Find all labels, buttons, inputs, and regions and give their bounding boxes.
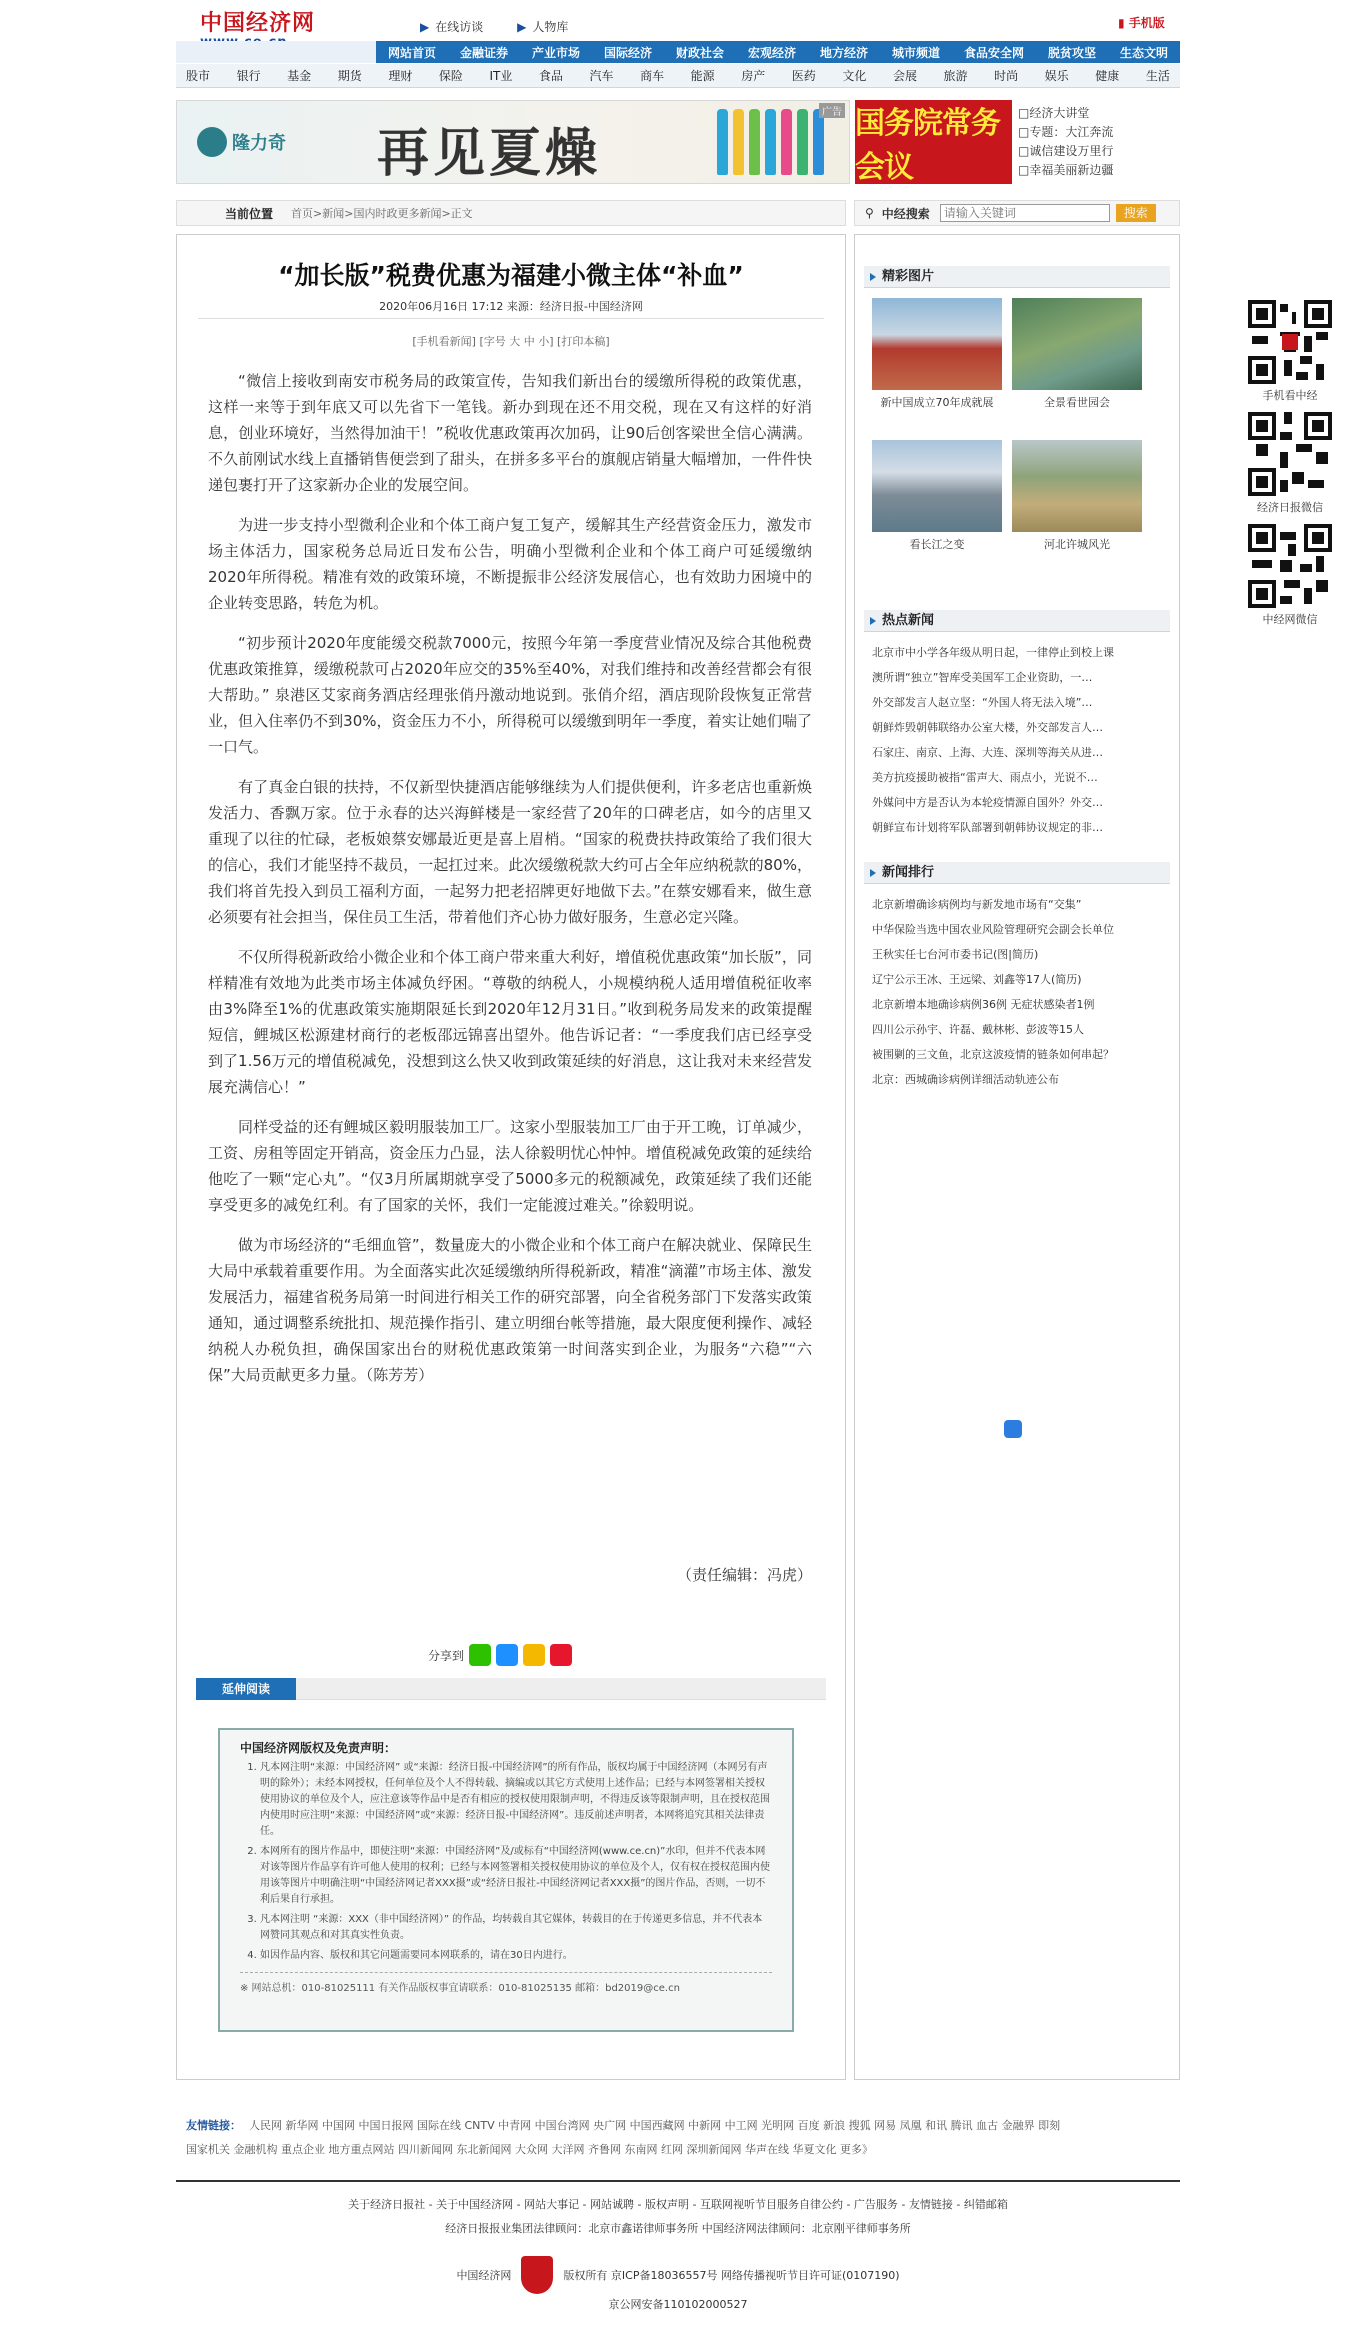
friend-links	[186, 2114, 1166, 2162]
ad-tag: 广告	[819, 103, 845, 118]
qr-code-icon	[1248, 300, 1332, 384]
float-widget-icon[interactable]	[1004, 1420, 1022, 1438]
search-label: 中经搜索	[881, 206, 930, 221]
side-link[interactable]: □经济大讲堂	[1018, 106, 1090, 120]
ranking-item[interactable]: 四川公示孙宇、许磊、戴林彬、彭波等15人	[872, 1023, 1084, 1036]
hot-news-item[interactable]: 美方抗疫援助被指“雷声大、雨点小，光说不…	[872, 771, 1098, 784]
article-body	[208, 368, 812, 1402]
logo-cn: 中国经济网	[200, 10, 316, 36]
nav-item[interactable]: 金融证券	[459, 45, 508, 60]
ranking-item[interactable]: 北京：西城确诊病例详细活动轨迹公布	[872, 1073, 1059, 1086]
subnav-item[interactable]: 股市	[186, 69, 211, 83]
friend-links-row[interactable]: 人民网 新华网 中国网 中国日报网 国际在线 CNTV 中青网 中国台湾网 央广网 中国西藏网 中新网 中工网 光明网 百度 新浪 搜狐 网易 凤凰 和讯 腾讯 血古 金融界 即刻	[249, 2119, 1061, 2132]
qr-label: 中经网微信	[1262, 613, 1318, 626]
photo-card[interactable]	[872, 298, 1002, 410]
hot-news-item[interactable]: 外媒问中方是否认为本轮疫情源自国外？外交…	[872, 796, 1103, 809]
extended-reading-bar	[196, 1678, 826, 1700]
subnav-item[interactable]: 旅游	[943, 69, 968, 83]
photo-hebei-image	[1012, 440, 1142, 532]
footer-license: 版权所有 京ICP备18036557号 网络传播视听节目许可证(0107190)	[563, 2269, 900, 2282]
share-bar	[428, 1644, 572, 1666]
hot-news-item[interactable]: 外交部发言人赵立坚：“外国人将无法入境”…	[872, 696, 1093, 709]
subnav-item[interactable]: 会展	[892, 69, 917, 83]
ad-banner[interactable]	[176, 100, 850, 184]
subnav-item[interactable]: 银行	[236, 69, 261, 83]
ranking-item[interactable]: 中华保险当选中国农业风险管理研究会副会长单位	[872, 923, 1114, 936]
subnav-item[interactable]: IT业	[489, 69, 513, 83]
subnav-item[interactable]: 汽车	[589, 69, 614, 83]
nav-item[interactable]: 生态文明	[1119, 45, 1168, 60]
copyright-disclaimer	[218, 1728, 794, 2032]
photo-caption: 河北许城风光	[1044, 538, 1110, 551]
ranking-item[interactable]: 辽宁公示王冰、王远梁、刘鑫等17人(简历)	[872, 973, 1082, 986]
mobile-version-link[interactable]: ▮ 手机版	[1118, 16, 1165, 30]
qr-code-icon	[1248, 412, 1332, 496]
search-input[interactable]	[940, 204, 1110, 222]
nav-item[interactable]: 宏观经济	[747, 45, 796, 60]
side-link[interactable]: □专题：大江奔流	[1018, 125, 1114, 139]
footer-divider	[176, 2180, 1180, 2182]
ad-slogan: 再见夏燥	[377, 123, 602, 184]
subnav-item[interactable]: 文化	[842, 69, 867, 83]
search-button[interactable]: 搜索	[1116, 204, 1156, 222]
nav-item[interactable]: 脱贫攻坚	[1047, 45, 1096, 60]
subnav-item[interactable]: 基金	[287, 69, 312, 83]
photo-yangtze-image	[872, 440, 1002, 532]
search-bar	[854, 200, 1180, 226]
nav-item[interactable]: 财政社会	[675, 45, 724, 60]
top-link-people[interactable]: ▶ 人物库	[517, 20, 569, 34]
share-label: 分享到	[428, 1648, 465, 1663]
subnav-item[interactable]: 健康	[1095, 69, 1120, 83]
ranking-item[interactable]: 被围剿的三文鱼，北京这波疫情的链条如何串起？	[872, 1048, 1114, 1061]
state-council-banner[interactable]: 国务院常务会议	[855, 100, 1012, 184]
disclaimer-contact: ※ 网站总机：010-81025111 有关作品版权事宜请联系：010-81025135 邮箱：bd2019@ce.cn	[240, 1972, 772, 1997]
ad-brand: 隆力奇	[232, 133, 286, 154]
top-link-interview[interactable]: ▶ 在线访谈	[420, 20, 484, 34]
police-badge-icon[interactable]	[521, 2256, 553, 2294]
article-title: “加长版”税费优惠为福建小微主体“补血”	[278, 261, 744, 290]
search-icon: ⚲	[865, 206, 874, 220]
hot-news-list	[872, 640, 1168, 840]
ranking-item[interactable]: 王秋实任七台河市委书记(图|简历)	[872, 948, 1039, 961]
nav-item[interactable]: 产业市场	[531, 45, 580, 60]
product-bottles-image	[717, 109, 829, 178]
qr-code-icon	[1248, 524, 1332, 608]
photo-caption: 全景看世园会	[1044, 396, 1110, 409]
breadcrumb-label: 当前位置	[225, 206, 274, 221]
top-links	[420, 18, 598, 35]
hot-news-header: 热点新闻	[864, 610, 1170, 632]
subnav-item[interactable]: 时尚	[994, 69, 1019, 83]
disclaimer-item: 2. 本网所有的图片作品中，即使注明“来源：中国经济网”及/或标有“中国经济网(www.ce.cn)”水印，但并不代表本网对该等图片作品享有许可他人使用的权利；已经与本网签署相关授权使用协议的单位及个人，仅有权在授权范围内使用该等图片中明确注明“中国经济网记者XXX摄”或“经济日报社-中国经济网记者XXX摄”的图片作品，否则，一切不利后果自行承担。	[260, 1844, 772, 1908]
responsible-editor: （责任编辑：冯虎）	[676, 1566, 812, 1584]
subnav-item[interactable]: 食品	[538, 69, 563, 83]
news-ranking-list	[872, 892, 1168, 1092]
ranking-item[interactable]: 北京新增确诊病例均与新发地市场有“交集”	[872, 898, 1082, 911]
footer-legal: 经济日报报业集团法律顾问：北京市鑫诺律师事务所 中国经济网法律顾问：北京刚平律师事务所	[445, 2222, 911, 2235]
subnav-item[interactable]: 生活	[1145, 69, 1170, 83]
disclaimer-title: 中国经济网版权及免责声明：	[240, 1741, 397, 1755]
divider	[198, 318, 824, 319]
article-paragraph: 有了真金白银的扶持，不仅新型快捷酒店能够继续为人们提供便利，许多老店也重新焕发活力、香飘万家。位于永春的达兴海鲜楼是一家经营了20年的口碑老店，如今的店里又重现了以往的忙碌，老板娘蔡安娜最近更是喜上眉梢。“国家的税费扶持政策给了我们很大的信心，我们才能坚持不裁员，一起扛过来。此次缓缴税款大约可占全年应纳税款的80%，我们将首先投入到员工福利方面，一起努力把老招牌更好地做下去。”在蔡安娜看来，做生意必须要有社会担当，保住员工生活，带着他们齐心协力做好服务，生意必定兴隆。	[208, 778, 812, 926]
breadcrumb-news[interactable]: 新闻	[322, 207, 345, 220]
qr-ce-wechat[interactable]	[1248, 524, 1332, 627]
brand-logo-icon	[197, 127, 227, 157]
article-meta: 2020年06月16日 17:12 来源：经济日报-中国经济网	[379, 300, 643, 313]
disclaimer-item: 1. 凡本网注明“来源：中国经济网” 或“来源：经济日报-中国经济网”的所有作品，版权均属于中国经济网（本网另有声明的除外）；未经本网授权，任何单位及个人不得转载、摘编或以其它方式使用上述作品；已经与本网签署相关授权使用协议的单位及个人，应注意该等作品中是否有相应的授权使用限制声明，不得违反该等限制声明，且在授权范围内使用时应注明“来源：中国经济网”或“来源：经济日报-中国经济网”。违反前述声明者，本网将追究其相关法律责任。	[260, 1760, 772, 1840]
hot-news-item[interactable]: 北京市中小学各年级从明日起，一律停止到校上课	[872, 646, 1114, 659]
friend-links-row[interactable]: 国家机关 金融机构 重点企业 地方重点网站 四川新闻网 东北新闻网 大众网 大洋网 齐鲁网 东南网 红网 深圳新闻网 华声在线 华夏文化 更多》	[186, 2143, 873, 2156]
article-tools[interactable]: [手机看新闻] [字号 大 中 小] [打印本稿]	[412, 335, 610, 348]
article-paragraph: “初步预计2020年度能缓交税款7000元，按照今年第一季度营业情况及综合其他税费优惠政策推算，缓缴税款可占2020年应交的35%至40%，对我们维持和改善经营都会有很大帮助。” 泉港区艾家商务酒店经理张俏丹激动地说到。张俏介绍，酒店现阶段恢复正常营业，但入住率仍不到30%，资金压力不小，所得税可以缓缴到明年一季度，着实让她们喘了一口气。	[208, 634, 812, 756]
nav-item[interactable]: 网站首页	[387, 45, 436, 60]
photos-header: 精彩图片	[864, 266, 1170, 288]
hot-news-item[interactable]: 朝鲜炸毁朝韩联络办公室大楼，外交部发言人…	[872, 721, 1103, 734]
breadcrumb	[176, 200, 846, 226]
breadcrumb-home[interactable]: 首页	[291, 207, 314, 220]
article-paragraph: 为进一步支持小型微利企业和个体工商户复工复产，缓解其生产经营资金压力，激发市场主体活力，国家税务总局近日发布公告，明确小型微利企业和个体工商户可延缓缴纳2020年所得税。精准有效的政策环境，不断提振非公经济发展信心，也有效助力困境中的企业转变思路，转危为机。	[208, 516, 812, 612]
footer-links[interactable]: 关于经济日报社 - 关于中国经济网 - 网站大事记 - 网站诚聘 - 版权声明 - 互联网视听节目服务自律公约 - 广告服务 - 友情链接 - 纠错邮箱	[348, 2198, 1008, 2211]
mobile-label: 手机版	[1128, 16, 1165, 30]
breadcrumb-sep: >	[344, 206, 354, 220]
breadcrumb-sep: >	[441, 206, 451, 220]
photo-expo-image	[1012, 298, 1142, 390]
subnav-item[interactable]: 理财	[388, 69, 413, 83]
qq-share-icon[interactable]	[496, 1644, 518, 1666]
hot-news-item[interactable]: 石家庄、南京、上海、大连、深圳等海关从进…	[872, 746, 1103, 759]
photo-card[interactable]	[1012, 298, 1142, 410]
side-links	[1018, 104, 1113, 180]
qr-mobile[interactable]	[1248, 300, 1332, 403]
article-paragraph: “微信上接收到南安市税务局的政策宣传，告知我们新出台的缓缴所得税的政策优惠，这样一来等于到年底又可以先省下一笔钱。新办到现在还不用交税，现在又有这样的好消息，创业环境好，当然得加油干！”税收优惠政策再次加码，让90后创客梁世全信心满满。不久前刚试水线上直播销售便尝到了甜头，在拼多多平台的旗舰店销量大幅增加，一件件快递包裹打开了这家新办企业的发展空间。	[208, 372, 812, 494]
nav-item[interactable]: 食品安全网	[963, 45, 1024, 60]
qzone-share-icon[interactable]	[523, 1644, 545, 1666]
weibo-share-icon[interactable]	[550, 1644, 572, 1666]
footer-site-name: 中国经济网	[456, 2269, 512, 2282]
ranking-item[interactable]: 北京新增本地确诊病例36例 无症状感染者1例	[872, 998, 1095, 1011]
photo-card[interactable]	[872, 440, 1002, 552]
photo-caption: 新中国成立70年成就展	[880, 396, 994, 409]
article-paragraph: 做为市场经济的“毛细血管”，数量庞大的小微企业和个体工商户在解决就业、保障民生大局中承载着重要作用。为全面落实此次延缓缴纳所得税新政，精准“滴灌”市场主体、激发发展活力，福建省税务局第一时间进行相关工作的研究部署，向全省税务部门下发落实政策通知，通过调整系统批扣、规范操作指引、建立明细台帐等措施，最大限度便利操作、减轻纳税人办税负担，确保国家出台的财税优惠政策第一时间落实到企业，为服务“六稳”“六保”大局贡献更多力量。（陈芳芳）	[208, 1236, 812, 1384]
primary-nav	[376, 41, 1180, 63]
nav-item[interactable]: 国际经济	[603, 45, 652, 60]
hot-news-item[interactable]: 澳所谓“独立”智库受美国军工企业资助，一…	[872, 671, 1093, 684]
wechat-share-icon[interactable]	[469, 1644, 491, 1666]
breadcrumb-current: 正文	[450, 207, 473, 220]
disclaimer-item: 3. 凡本网注明 “来源：XXX（非中国经济网）” 的作品，均转载自其它媒体，转载目的在于传递更多信息，并不代表本网赞同其观点和对其真实性负责。	[260, 1912, 772, 1944]
subnav-item[interactable]: 商车	[640, 69, 665, 83]
subnav-item[interactable]: 医药	[791, 69, 816, 83]
article-paragraph: 不仅所得税新政给小微企业和个体工商户带来重大利好，增值税优惠政策“加长版”，同样精准有效地为此类市场主体减负纾困。“尊敬的纳税人，小规模纳税人适用增值税征收率由3%降至1%的优惠政策实施期限延长到2020年12月31日。”收到税务局发来的政策提醒短信，鲤城区松源建材商行的老板邵远锦喜出望外。他告诉记者：“一季度我们店已经享受到了1.56万元的增值税减免，没想到这么快又收到政策延续的好消息，这让我对未来经营发展充满信心！”	[208, 948, 812, 1096]
nav-left-blank	[176, 41, 376, 63]
friend-links-label: 友情链接：	[186, 2119, 241, 2132]
nav-item[interactable]: 地方经济	[819, 45, 868, 60]
subnav-item[interactable]: 保险	[438, 69, 463, 83]
article-paragraph: 同样受益的还有鲤城区毅明服装加工厂。这家小型服装加工厂由于开工晚，订单减少，工资、房租等固定开销高，资金压力凸显，法人徐毅明忧心忡忡。增值税减免政策的延续给他吃了一颗“定心丸”。“仅3月所属期就享受了5000多元的税额减免，政策延续了我们还能享受更多的减免红利。有了国家的关怀，我们一定能渡过难关。”徐毅明说。	[208, 1118, 812, 1214]
secondary-nav	[176, 64, 1180, 88]
disclaimer-item: 4. 如因作品内容、版权和其它问题需要同本网联系的，请在30日内进行。	[260, 1948, 772, 1964]
breadcrumb-sep: >	[313, 206, 323, 220]
footer-copyright	[176, 2256, 1180, 2294]
footer-record[interactable]: 京公网安备110102000527	[608, 2298, 748, 2311]
extended-reading-tab[interactable]: 延伸阅读	[196, 1678, 296, 1700]
side-link[interactable]: □幸福美丽新边疆	[1018, 163, 1114, 177]
breadcrumb-domestic[interactable]: 国内时政更多新闻	[353, 207, 442, 220]
photo-caption: 看长江之变	[909, 538, 965, 551]
photo-card[interactable]	[1012, 440, 1142, 552]
subnav-item[interactable]: 房产	[741, 69, 766, 83]
qr-label: 经济日报微信	[1257, 501, 1323, 514]
nav-item[interactable]: 城市频道	[891, 45, 940, 60]
hot-news-item[interactable]: 朝鲜宣布计划将军队部署到朝韩协议规定的非…	[872, 821, 1103, 834]
news-ranking-header: 新闻排行	[864, 862, 1170, 884]
subnav-item[interactable]: 期货	[337, 69, 362, 83]
qr-label: 手机看中经	[1262, 389, 1318, 402]
subnav-item[interactable]: 娱乐	[1044, 69, 1069, 83]
qr-economic-daily[interactable]	[1248, 412, 1332, 515]
subnav-item[interactable]: 能源	[690, 69, 715, 83]
side-link[interactable]: □诚信建设万里行	[1018, 144, 1114, 158]
photo-exhibition-image	[872, 298, 1002, 390]
